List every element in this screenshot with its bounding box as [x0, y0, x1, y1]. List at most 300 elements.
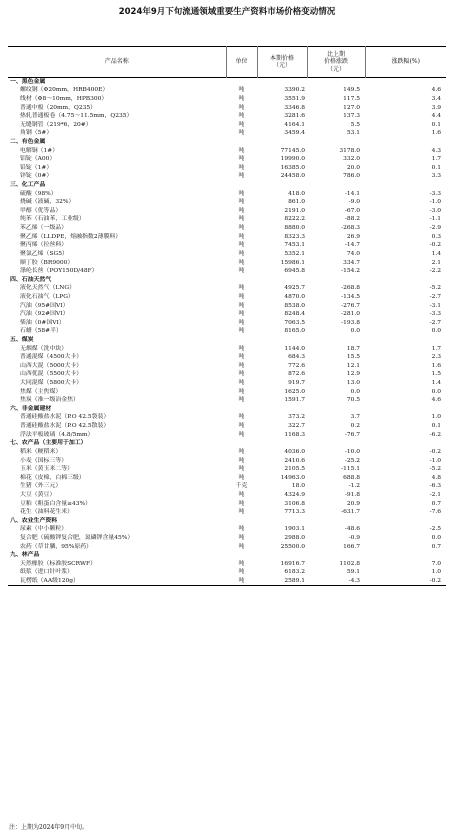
unit-cell: 吨 — [238, 164, 245, 171]
unit-cell: 吨 — [238, 431, 245, 438]
percent-cell: 1.4 — [431, 380, 441, 387]
table-row — [8, 224, 446, 233]
product-name: 无烟煤（洗中块） — [20, 345, 68, 352]
price-cell: 1625.0 — [284, 388, 305, 395]
category-label: 四、石油天然气 — [10, 276, 52, 283]
product-name: 硫酸（98%） — [20, 190, 57, 197]
change-cell: 3178.0 — [339, 147, 360, 154]
product-name: 铝锭（A00） — [20, 156, 56, 163]
percent-cell: -6.2 — [429, 431, 441, 438]
price-cell: 5352.1 — [284, 250, 305, 257]
table-row — [8, 508, 446, 517]
unit-cell: 吨 — [238, 577, 245, 584]
percent-cell: 1.0 — [431, 414, 441, 421]
product-name: 普通硅酸盐水泥（P.O 42.5袋装） — [20, 414, 110, 421]
header-product-name: 产品名称 — [8, 47, 226, 78]
price-cell: 7453.1 — [284, 242, 305, 249]
price-cell: 25500.0 — [280, 543, 305, 550]
percent-cell: 2.1 — [431, 259, 441, 266]
table-row — [8, 86, 446, 95]
unit-cell: 吨 — [238, 233, 245, 240]
price-cell: 8880.0 — [284, 225, 305, 232]
product-name: 纸浆（进口针叶浆） — [20, 569, 74, 576]
price-cell: 8323.3 — [284, 233, 305, 240]
unit-cell: 吨 — [238, 121, 245, 128]
table-row — [8, 482, 446, 491]
unit-cell: 吨 — [238, 190, 245, 197]
percent-cell: 0.0 — [431, 535, 441, 541]
unit-cell: 吨 — [238, 500, 245, 507]
change-cell: 18.7 — [346, 345, 360, 352]
product-name: 玉米（黄玉米二等） — [20, 466, 74, 473]
table-row — [8, 577, 446, 586]
price-cell: 6183.2 — [284, 569, 305, 576]
price-cell: 684.3 — [288, 354, 305, 361]
percent-cell: 4.3 — [431, 147, 441, 154]
change-cell: 53.1 — [346, 130, 360, 137]
change-cell: -631.7 — [341, 509, 360, 516]
change-cell: -48.6 — [344, 526, 360, 533]
table-row — [8, 172, 446, 181]
unit-cell: 吨 — [238, 345, 245, 352]
unit-cell: 吨 — [238, 225, 245, 232]
percent-cell: -5.2 — [429, 466, 441, 473]
change-cell: 15.5 — [346, 354, 360, 361]
price-cell: 4925.7 — [284, 285, 305, 292]
change-cell: -1.2 — [348, 483, 360, 490]
table-row — [8, 534, 446, 543]
percent-cell: -6.3 — [429, 483, 441, 490]
change-cell: 149.5 — [343, 87, 360, 94]
unit-cell: 吨 — [238, 268, 245, 275]
table-row — [8, 146, 446, 155]
product-name: 浮法平板玻璃（4.8/5mm） — [20, 431, 94, 438]
product-name: 液化天然气（LNG） — [20, 285, 76, 292]
header-unit: 单位 — [226, 47, 257, 78]
unit-cell: 吨 — [238, 250, 245, 257]
header-current-price: 本期价格 （元） — [257, 47, 307, 78]
table-row — [8, 344, 446, 353]
percent-cell: 1.4 — [431, 250, 441, 257]
price-cell: 8222.2 — [284, 216, 305, 223]
price-cell: 861.0 — [288, 199, 305, 206]
product-name: 生猪（外三元） — [20, 483, 62, 490]
price-cell: 77145.0 — [280, 147, 305, 154]
price-cell: 6945.8 — [284, 268, 305, 275]
unit-cell: 吨 — [238, 569, 245, 576]
product-name: 汽油（92#国VI） — [20, 311, 69, 318]
table-row — [8, 387, 446, 396]
change-cell: 166.7 — [343, 543, 360, 550]
unit-cell: 吨 — [238, 560, 245, 567]
price-cell: 3459.4 — [284, 130, 305, 137]
price-cell: 3281.6 — [284, 113, 305, 120]
table-row — [8, 568, 446, 577]
change-cell: 12.1 — [346, 362, 360, 369]
change-cell: -154.2 — [341, 268, 360, 275]
table-body — [8, 78, 446, 586]
category-label: 八、农业生产资料 — [10, 517, 58, 524]
unit-cell: 吨 — [238, 491, 245, 498]
price-cell: 24458.0 — [280, 173, 305, 180]
product-name: 棉花（皮棉，白棉三级） — [20, 474, 85, 481]
percent-cell: 1.7 — [431, 345, 441, 352]
unit-cell: 吨 — [238, 474, 245, 481]
percent-cell: 0.0 — [431, 328, 441, 335]
category-row — [8, 336, 446, 345]
product-name: 石蜡（58#半） — [20, 328, 62, 335]
percent-cell: 4.8 — [431, 474, 441, 481]
category-label: 一、黑色金属 — [10, 78, 46, 85]
change-cell: -14.7 — [344, 242, 360, 249]
price-cell: 1168.3 — [284, 431, 305, 438]
unit-cell: 吨 — [238, 104, 245, 111]
unit-cell: 吨 — [238, 199, 245, 206]
category-row — [8, 181, 446, 190]
change-cell: 74.0 — [346, 250, 360, 257]
unit-cell: 吨 — [238, 207, 245, 214]
product-name: 锌锭（0#） — [20, 173, 53, 180]
product-name: 线材（Φ8～10mm，HPB300） — [20, 95, 108, 102]
change-cell: 137.3 — [343, 113, 360, 120]
product-name: 纯苯（石油苯，工业级） — [20, 216, 85, 223]
price-cell: 16916.7 — [280, 560, 305, 567]
unit-cell: 吨 — [238, 354, 245, 361]
percent-cell: -2.5 — [429, 526, 441, 533]
unit-cell: 吨 — [238, 113, 245, 120]
change-cell: -10.0 — [344, 448, 360, 455]
footnote: 注：上期为2024年9月中旬。 — [9, 824, 89, 831]
price-cell: 1144.0 — [284, 345, 305, 352]
percent-cell: 7.0 — [431, 560, 441, 567]
price-cell: 2105.5 — [284, 466, 305, 473]
price-cell: 2191.0 — [284, 207, 305, 214]
unit-cell: 吨 — [238, 380, 245, 387]
unit-cell: 千克 — [235, 483, 248, 490]
unit-cell: 吨 — [238, 526, 245, 533]
percent-cell: -1.1 — [429, 216, 441, 223]
table-row — [8, 103, 446, 112]
category-row — [8, 517, 446, 526]
price-cell: 3390.2 — [284, 87, 305, 94]
change-cell: 117.5 — [343, 95, 360, 102]
percent-cell: -0.2 — [429, 242, 441, 249]
category-row — [8, 439, 446, 448]
percent-cell: -3.1 — [429, 302, 441, 309]
table-row — [8, 560, 446, 569]
table-header — [8, 47, 446, 78]
table-row — [8, 250, 446, 259]
percent-cell: -2.2 — [429, 268, 441, 275]
table-row — [8, 293, 446, 302]
percent-cell: 1.5 — [431, 371, 441, 378]
product-name: 汽油（95#国VI） — [20, 302, 69, 309]
price-cell: 3106.8 — [284, 500, 305, 507]
price-cell: 4870.0 — [284, 293, 305, 300]
price-cell: 8165.0 — [284, 328, 305, 335]
category-label: 三、化工产品 — [10, 182, 46, 189]
percent-cell: -0.2 — [429, 577, 441, 584]
price-cell: 322.7 — [288, 423, 305, 430]
change-cell: -91.8 — [344, 491, 360, 498]
price-cell: 4324.9 — [284, 491, 305, 498]
product-name: 大豆（黄豆） — [20, 491, 56, 498]
product-name: 聚丙烯（拉丝料） — [20, 242, 68, 249]
table-row — [8, 491, 446, 500]
table-row — [8, 448, 446, 457]
table-row — [8, 456, 446, 465]
percent-cell: 0.7 — [431, 500, 441, 507]
product-name: 稻米（粳稻米） — [20, 448, 62, 455]
unit-cell: 吨 — [238, 319, 245, 326]
percent-cell: 1.6 — [431, 362, 441, 369]
product-name: 苯乙烯（一级品） — [20, 225, 68, 232]
product-name: 尿素（中小颗粒） — [20, 526, 68, 533]
category-row — [8, 405, 446, 414]
table-row — [8, 353, 446, 362]
percent-cell: 2.3 — [431, 354, 441, 361]
change-cell: -4.3 — [348, 577, 360, 584]
change-cell: -9.0 — [348, 199, 360, 206]
price-cell: 8538.0 — [284, 302, 305, 309]
percent-cell: -1.0 — [429, 457, 441, 464]
product-name: 焦煤（主焦煤） — [20, 388, 62, 395]
unit-cell: 吨 — [238, 293, 245, 300]
product-name: 角钢（5#） — [20, 130, 53, 137]
product-name: 顺丁胶（BR9000） — [20, 259, 74, 266]
product-name: 山西大混（5000大卡） — [20, 362, 83, 369]
price-cell: 15986.1 — [280, 259, 305, 266]
unit-cell: 吨 — [238, 509, 245, 516]
percent-cell: 0.1 — [431, 121, 441, 128]
percent-cell: 0.3 — [431, 233, 441, 240]
category-label: 七、农产品（主要用于加工） — [10, 440, 87, 447]
table-row — [8, 465, 446, 474]
unit-cell: 吨 — [238, 216, 245, 223]
percent-cell: -5.2 — [429, 285, 441, 292]
category-row — [8, 551, 446, 560]
category-label: 六、非金属建材 — [10, 405, 52, 412]
change-cell: 786.0 — [343, 173, 360, 180]
change-cell: -193.8 — [341, 319, 360, 326]
product-name: 液化石油气（LPG） — [20, 293, 74, 300]
percent-cell: -2.9 — [429, 225, 441, 232]
change-cell: -88.2 — [344, 216, 360, 223]
unit-cell: 吨 — [238, 388, 245, 395]
table-row — [8, 284, 446, 293]
product-name: 普通混煤（4500大卡） — [20, 354, 83, 361]
change-cell: 20.9 — [346, 500, 360, 507]
percent-cell: -2.7 — [429, 293, 441, 300]
table-row — [8, 258, 446, 267]
price-cell: 7063.5 — [284, 319, 305, 326]
product-name: 无缝钢管（219*6，20#） — [20, 121, 92, 128]
unit-cell: 吨 — [238, 311, 245, 318]
price-cell: 16385.0 — [280, 164, 305, 171]
change-cell: -115.1 — [341, 466, 360, 473]
product-name: 甲醇（优等品） — [20, 207, 62, 214]
percent-cell: 3.9 — [431, 104, 441, 111]
unit-cell: 吨 — [238, 423, 245, 430]
unit-cell: 吨 — [238, 535, 245, 541]
change-cell: -276.7 — [341, 302, 360, 309]
product-name: 瓦楞纸（AA级120g） — [20, 577, 79, 584]
change-cell: 12.9 — [346, 371, 360, 378]
percent-cell: 1.0 — [431, 569, 441, 576]
percent-cell: 0.1 — [431, 164, 441, 171]
change-cell: -268.3 — [341, 225, 360, 232]
change-cell: 70.5 — [346, 397, 360, 404]
table-row — [8, 207, 446, 216]
price-cell: 19990.0 — [280, 156, 305, 163]
unit-cell: 吨 — [238, 173, 245, 180]
change-cell: 0.0 — [350, 388, 360, 395]
price-cell: 772.6 — [288, 362, 305, 369]
table-row — [8, 525, 446, 534]
unit-cell: 吨 — [238, 466, 245, 473]
unit-cell: 吨 — [238, 156, 245, 163]
product-name: 焦炭（准一级冶金焦） — [20, 397, 79, 404]
category-row — [8, 78, 446, 87]
page-title: 2024年9月下旬流通领域重要生产资料市场价格变动情况 — [118, 7, 336, 17]
price-cell: 18.0 — [291, 483, 305, 490]
change-cell: 127.0 — [343, 104, 360, 111]
table-row — [8, 327, 446, 336]
percent-cell: 0.0 — [431, 388, 441, 395]
product-name: 花生（油料花生米） — [20, 509, 74, 516]
percent-cell: -3.3 — [429, 190, 441, 197]
table-row — [8, 499, 446, 508]
header-change-percent: 涨跌幅(%) — [391, 58, 420, 66]
product-name: 烧碱（液碱，32%） — [20, 199, 75, 206]
change-cell: 5.5 — [350, 121, 360, 128]
unit-cell: 吨 — [238, 371, 245, 378]
table-row — [8, 542, 446, 551]
change-cell: 0.0 — [350, 328, 360, 335]
price-cell: 373.2 — [288, 414, 305, 421]
change-cell: 13.0 — [346, 380, 360, 387]
unit-cell: 吨 — [238, 302, 245, 309]
percent-cell: -2.7 — [429, 319, 441, 326]
table-row — [8, 413, 446, 422]
product-name: 铅锭（1#） — [20, 164, 53, 171]
product-name: 小麦（国标三等） — [20, 457, 68, 464]
table-row — [8, 310, 446, 319]
percent-cell: -3.0 — [429, 207, 441, 214]
category-label: 九、林产品 — [10, 552, 40, 559]
table-row — [8, 370, 446, 379]
table-row — [8, 198, 446, 207]
product-name: 聚氯乙烯（SG5） — [20, 250, 68, 257]
change-cell: 688.8 — [343, 474, 360, 481]
category-row — [8, 138, 446, 147]
change-cell: -268.8 — [341, 285, 360, 292]
category-label: 五、煤炭 — [10, 336, 34, 343]
table-row — [8, 121, 446, 130]
percent-cell: -2.1 — [429, 491, 441, 498]
table-row — [8, 129, 446, 138]
unit-cell: 吨 — [238, 130, 245, 137]
price-cell: 2589.1 — [284, 577, 305, 584]
price-cell: 2410.6 — [284, 457, 305, 464]
price-cell: 7713.3 — [284, 509, 305, 516]
unit-cell: 吨 — [238, 285, 245, 292]
unit-cell: 吨 — [238, 147, 245, 154]
price-cell: 3346.8 — [284, 104, 305, 111]
unit-cell: 吨 — [238, 448, 245, 455]
price-cell: 14963.0 — [280, 474, 305, 481]
price-table — [8, 46, 446, 586]
change-cell: -76.7 — [344, 431, 360, 438]
unit-cell: 吨 — [238, 87, 245, 94]
percent-cell: 1.7 — [431, 156, 441, 163]
change-cell: 1102.8 — [339, 560, 360, 567]
percent-cell: 4.6 — [431, 397, 441, 404]
percent-cell: -3.3 — [429, 311, 441, 318]
price-cell: 8248.4 — [284, 311, 305, 318]
percent-cell: -1.0 — [429, 199, 441, 206]
change-cell: 0.2 — [350, 423, 360, 430]
table-row — [8, 215, 446, 224]
price-cell: 418.0 — [288, 190, 305, 197]
product-name: 螺纹钢（Φ20mm，HRB400E） — [20, 87, 109, 94]
unit-cell: 吨 — [238, 543, 245, 550]
price-cell: 1591.7 — [284, 397, 305, 404]
product-name: 热轧普通板卷（4.75～11.5mm，Q235） — [20, 113, 133, 120]
product-name: 涤纶长丝（POY150D/48F） — [20, 268, 98, 275]
change-cell: 20.0 — [346, 164, 360, 171]
table-row — [8, 112, 446, 121]
table-row — [8, 379, 446, 388]
header-price-change: 比上期 价格涨跌 （元） — [307, 47, 365, 78]
product-name: 电解铜（1#） — [20, 147, 59, 154]
change-cell: 3.7 — [350, 414, 360, 421]
product-name: 农药（草甘膦，95%原药） — [20, 543, 92, 550]
product-name: 普通硅酸盐水泥（P.O 42.5散装） — [20, 423, 110, 430]
price-cell: 4164.1 — [284, 121, 305, 128]
change-cell: 59.1 — [346, 569, 360, 576]
unit-cell: 吨 — [238, 259, 245, 266]
product-name: 柴油（0#国VI） — [20, 319, 65, 326]
price-cell: 3551.9 — [284, 95, 305, 102]
category-row — [8, 276, 446, 285]
change-cell: 334.7 — [343, 259, 360, 266]
table-row — [8, 155, 446, 164]
product-name: 普通中板（20mm，Q235） — [20, 104, 96, 111]
table-row — [8, 189, 446, 198]
change-cell: -0.9 — [348, 535, 360, 541]
change-cell: -67.0 — [344, 207, 360, 214]
table-row — [8, 232, 446, 241]
change-cell: -134.5 — [341, 293, 360, 300]
product-name: 聚乙烯（LLDPE，熔融指数2薄膜料） — [20, 233, 122, 240]
price-cell: 872.6 — [288, 371, 305, 378]
price-cell: 4036.0 — [284, 448, 305, 455]
price-cell: 2988.0 — [284, 535, 305, 541]
unit-cell: 吨 — [238, 95, 245, 102]
percent-cell: 0.7 — [431, 543, 441, 550]
percent-cell: 4.4 — [431, 113, 441, 120]
product-name: 山西优混（5500大卡） — [20, 371, 83, 378]
table-row — [8, 362, 446, 371]
percent-cell: 3.4 — [431, 95, 441, 102]
unit-cell: 吨 — [238, 362, 245, 369]
percent-cell: 4.6 — [431, 87, 441, 94]
product-name: 复合肥（硫酸钾复合肥，氮磷钾含量45%） — [20, 535, 134, 541]
change-cell: -281.0 — [341, 311, 360, 318]
unit-cell: 吨 — [238, 397, 245, 404]
price-cell: 919.7 — [288, 380, 305, 387]
